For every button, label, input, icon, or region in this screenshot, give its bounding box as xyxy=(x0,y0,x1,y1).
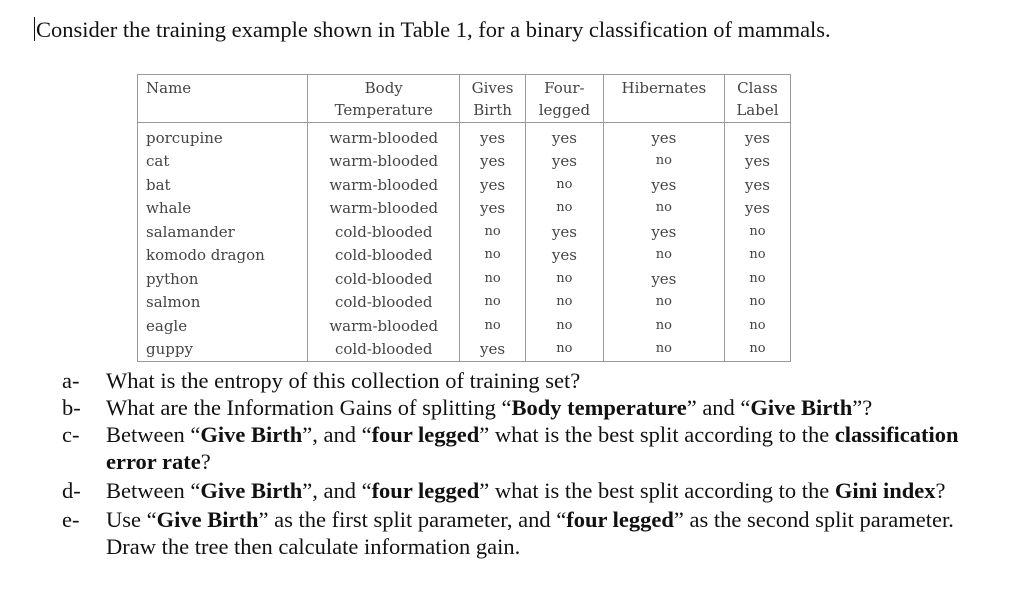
header-line: Temperature xyxy=(334,101,433,119)
cell-four-legged: no xyxy=(525,197,603,221)
question-letter: c- xyxy=(62,422,80,447)
table-row xyxy=(138,173,791,197)
cell-class-label: no xyxy=(724,244,790,268)
bold-term: Give Birth xyxy=(156,507,259,532)
cell-four-legged: yes xyxy=(525,244,603,268)
question-letter: a- xyxy=(62,368,80,393)
table-row xyxy=(138,150,791,174)
cell-class-label: no xyxy=(724,220,790,244)
table-row xyxy=(138,291,791,315)
cell-class-label: no xyxy=(724,338,790,362)
bold-term: four legged xyxy=(371,478,480,503)
cell-body-temperature: warm-blooded xyxy=(308,123,460,150)
table-row xyxy=(138,197,791,221)
header-class-label xyxy=(724,75,790,123)
header-body-temperature xyxy=(308,75,460,123)
cell-name: salamander xyxy=(138,220,308,244)
table-row xyxy=(138,244,791,268)
cell-gives-birth: yes xyxy=(460,338,526,362)
header-line: Gives xyxy=(471,79,514,97)
table-row xyxy=(138,123,791,150)
cell-four-legged: yes xyxy=(525,123,603,150)
cell-hibernates: yes xyxy=(603,123,724,150)
cell-body-temperature: cold-blooded xyxy=(308,291,460,315)
cell-gives-birth: no xyxy=(460,314,526,338)
cell-gives-birth: yes xyxy=(460,150,526,174)
question-text: ”? xyxy=(852,395,873,420)
question-text: What are the Information Gains of splitting “ xyxy=(106,395,512,420)
cell-gives-birth: no xyxy=(460,291,526,315)
header-hibernates xyxy=(603,75,724,123)
question-text: Between “ xyxy=(106,422,201,447)
table-row xyxy=(138,338,791,362)
cell-class-label: yes xyxy=(724,197,790,221)
question-letter: d- xyxy=(62,478,81,503)
intro-text: Consider the training example shown in Table 1, for a binary classification of mammals. xyxy=(36,17,831,42)
cell-four-legged: no xyxy=(525,173,603,197)
question-item xyxy=(62,477,982,504)
cell-hibernates: yes xyxy=(603,220,724,244)
header-gives-birth xyxy=(460,75,526,123)
bold-term: Body temperature xyxy=(511,395,687,420)
header-line: Body xyxy=(364,79,403,97)
header-line: Name xyxy=(146,79,192,97)
bold-term: four legged xyxy=(566,507,674,532)
bold-term: Give Birth xyxy=(200,478,303,503)
cell-name: komodo dragon xyxy=(138,244,308,268)
bold-term: four legged xyxy=(371,422,480,447)
bold-term: Give Birth xyxy=(750,395,853,420)
cell-name: guppy xyxy=(138,338,308,362)
cell-hibernates: yes xyxy=(603,173,724,197)
cell-body-temperature: warm-blooded xyxy=(308,314,460,338)
cell-body-temperature: warm-blooded xyxy=(308,150,460,174)
cell-hibernates: no xyxy=(603,197,724,221)
cell-name: bat xyxy=(138,173,308,197)
cell-gives-birth: yes xyxy=(460,123,526,150)
text-cursor xyxy=(34,17,35,41)
question-text: ”, and “ xyxy=(302,478,372,503)
table-header xyxy=(138,75,791,123)
cell-name: cat xyxy=(138,150,308,174)
cell-hibernates: no xyxy=(603,291,724,315)
cell-hibernates: no xyxy=(603,244,724,268)
question-text: ” what is the best split according to the xyxy=(479,422,835,447)
cell-gives-birth: no xyxy=(460,220,526,244)
cell-four-legged: no xyxy=(525,314,603,338)
question-text: Between “ xyxy=(106,478,201,503)
question-item xyxy=(62,367,982,394)
cell-gives-birth: yes xyxy=(460,173,526,197)
cell-gives-birth: no xyxy=(460,267,526,291)
cell-hibernates: no xyxy=(603,338,724,362)
cell-class-label: no xyxy=(724,291,790,315)
question-letter: e- xyxy=(62,507,80,532)
header-line: Birth xyxy=(473,101,512,119)
table-row xyxy=(138,314,791,338)
question-text: ? xyxy=(935,478,946,503)
header-line: Class xyxy=(737,79,778,97)
cell-name: python xyxy=(138,267,308,291)
bold-term: classification error rate xyxy=(106,422,959,474)
question-list xyxy=(62,367,982,560)
question-text: Use “ xyxy=(106,507,157,532)
cell-body-temperature: cold-blooded xyxy=(308,244,460,268)
cell-four-legged: yes xyxy=(525,150,603,174)
cell-name: whale xyxy=(138,197,308,221)
table-row xyxy=(138,220,791,244)
cell-body-temperature: cold-blooded xyxy=(308,267,460,291)
cell-gives-birth: yes xyxy=(460,197,526,221)
header-line: Label xyxy=(736,101,779,119)
question-item xyxy=(62,394,982,421)
header-four-legged xyxy=(525,75,603,123)
question-text: ” as the first split parameter, and “ xyxy=(258,507,567,532)
question-text: ” what is the best split according to the xyxy=(479,478,835,503)
question-text: What is the entropy of this collection of training set? xyxy=(106,368,581,393)
intro-paragraph xyxy=(34,16,994,43)
question-text: ” as the second split parameter. Draw the tree then calculate information gain. xyxy=(106,507,954,559)
question-text: ? xyxy=(200,449,211,474)
cell-four-legged: no xyxy=(525,338,603,362)
cell-class-label: yes xyxy=(724,150,790,174)
cell-four-legged: yes xyxy=(525,220,603,244)
cell-name: salmon xyxy=(138,291,308,315)
question-text: ” and “ xyxy=(686,395,751,420)
cell-hibernates: yes xyxy=(603,267,724,291)
cell-body-temperature: warm-blooded xyxy=(308,173,460,197)
cell-name: porcupine xyxy=(138,123,308,150)
cell-body-temperature: cold-blooded xyxy=(308,220,460,244)
header-name xyxy=(138,75,308,123)
table-body xyxy=(138,123,791,362)
header-line: legged xyxy=(538,101,591,119)
header-row xyxy=(138,75,791,123)
cell-four-legged: no xyxy=(525,291,603,315)
cell-hibernates: no xyxy=(603,314,724,338)
cell-name: eagle xyxy=(138,314,308,338)
cell-class-label: yes xyxy=(724,173,790,197)
cell-gives-birth: no xyxy=(460,244,526,268)
cell-body-temperature: cold-blooded xyxy=(308,338,460,362)
question-item xyxy=(62,506,982,560)
cell-body-temperature: warm-blooded xyxy=(308,197,460,221)
question-letter: b- xyxy=(62,395,81,420)
cell-four-legged: no xyxy=(525,267,603,291)
cell-class-label: yes xyxy=(724,123,790,150)
cell-hibernates: no xyxy=(603,150,724,174)
bold-term: Gini index xyxy=(834,478,936,503)
question-text: ”, and “ xyxy=(302,422,372,447)
header-line: Hibernates xyxy=(621,79,707,97)
table-row xyxy=(138,267,791,291)
cell-class-label: no xyxy=(724,314,790,338)
header-line: Four- xyxy=(544,79,585,97)
question-item xyxy=(62,421,982,475)
cell-class-label: no xyxy=(724,267,790,291)
mammals-table xyxy=(137,74,791,362)
bold-term: Give Birth xyxy=(200,422,303,447)
